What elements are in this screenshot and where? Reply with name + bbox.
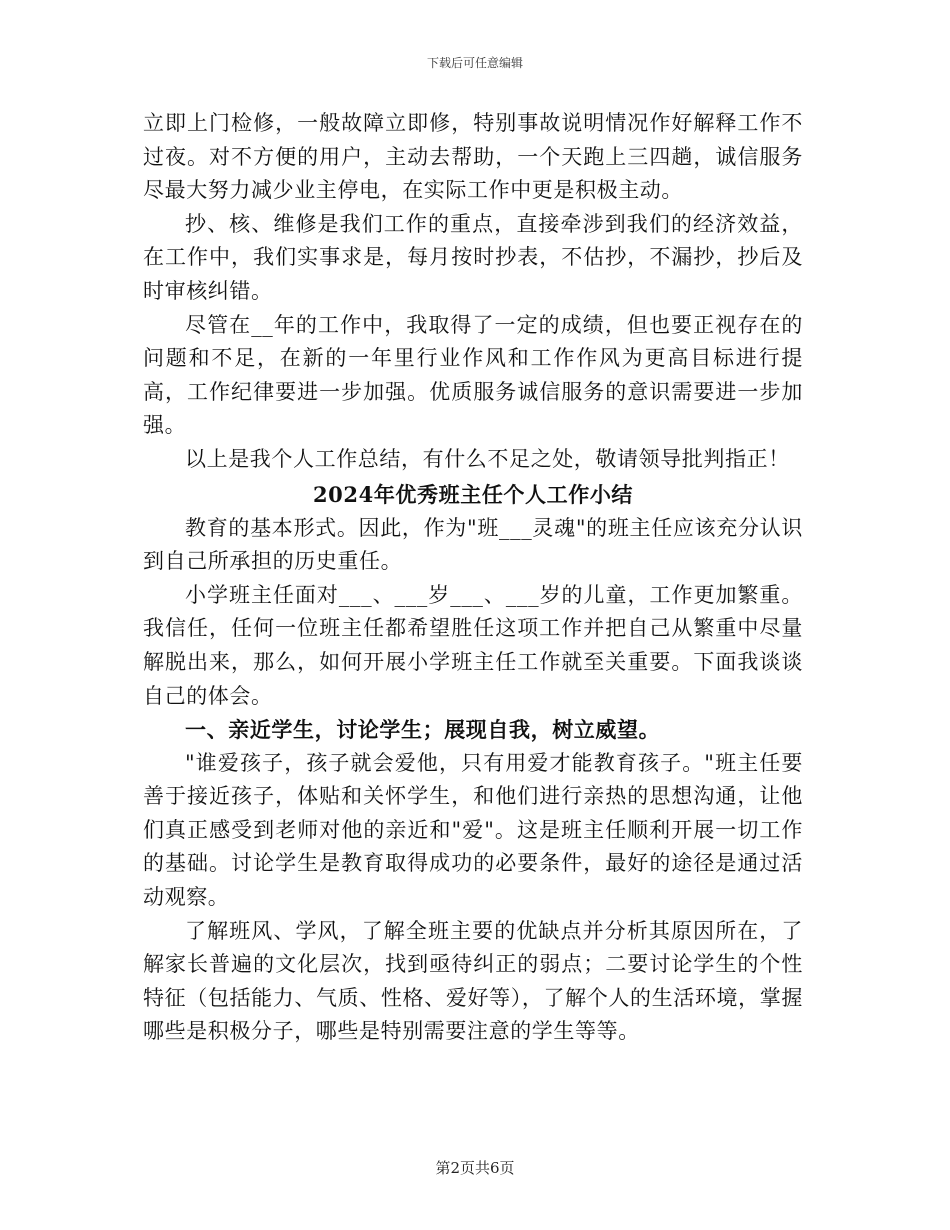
page-footer: 第2页共6页 (435, 1159, 515, 1177)
section-title: 2024年优秀班主任个人工作小结 (312, 481, 634, 507)
page-header: 下载后可任意编辑 (426, 56, 523, 70)
paragraph-7: "谁爱孩子，孩子就会爱他，只有用爱才能教育孩子。"班主任要善于接近孩子，体贴和关怀学生，和他们进行亲热的思想沟通，让他们真正感受到老师对他的亲近和"爱"。这是班主任顺利开展一切工作的基础。讨论学生是教育取得成功的必要条件，最好的途径是通过活动观察。 (143, 750, 803, 910)
subheading-1: 一、亲近学生，讨论学生；展现自我，树立威望。 (185, 717, 661, 743)
paragraph-2: 抄、核、维修是我们工作的重点，直接牵涉到我们的经济效益，在工作中，我们实事求是，每月按时抄表，不估抄，不漏抄，抄后及时审核纠错。 (143, 211, 803, 303)
paragraph-1: 立即上门检修，一般故障立即修，特别事故说明情况作好解释工作不过夜。对不方便的用户，主动去帮助，一个天跑上三四趟，诚信服务尽最大努力减少业主停电，在实际工作中更是积极主动。 (143, 111, 803, 203)
document-body (143, 107, 803, 1049)
paragraph-6: 小学班主任面对___、___岁___、___岁的儿童，工作更加繁重。我信任，任何一位班主任都希望胜任这项工作并把自己从繁重中尽量解脱出来，那么，如何开展小学班主任工作就至关重要。下面我谈谈自己的体会。 (143, 582, 803, 708)
paragraph-5: 教育的基本形式。因此，作为"班___灵魂"的班主任应该充分认识到自己所承担的历史重任。 (143, 515, 803, 574)
paragraph-3: 尽管在__年的工作中，我取得了一定的成绩，但也要正视存在的问题和不足，在新的一年里行业作风和工作作风为更高目标进行提高，工作纪律要进一步加强。优质服务诚信服务的意识需要进一步加强。 (143, 312, 803, 438)
paragraph-4: 以上是我个人工作总结，有什么不足之处，敬请领导批判指正！ (185, 446, 790, 471)
paragraph-8: 了解班风、学风，了解全班主要的优缺点并分析其原因所在，了解家长普遍的文化层次，找到亟待纠正的弱点；二要讨论学生的个性特征（包括能力、气质、性格、爱好等），了解个人的生活环境，掌握哪些是积极分子，哪些是特别需要注意的学生等等。 (143, 918, 803, 1044)
